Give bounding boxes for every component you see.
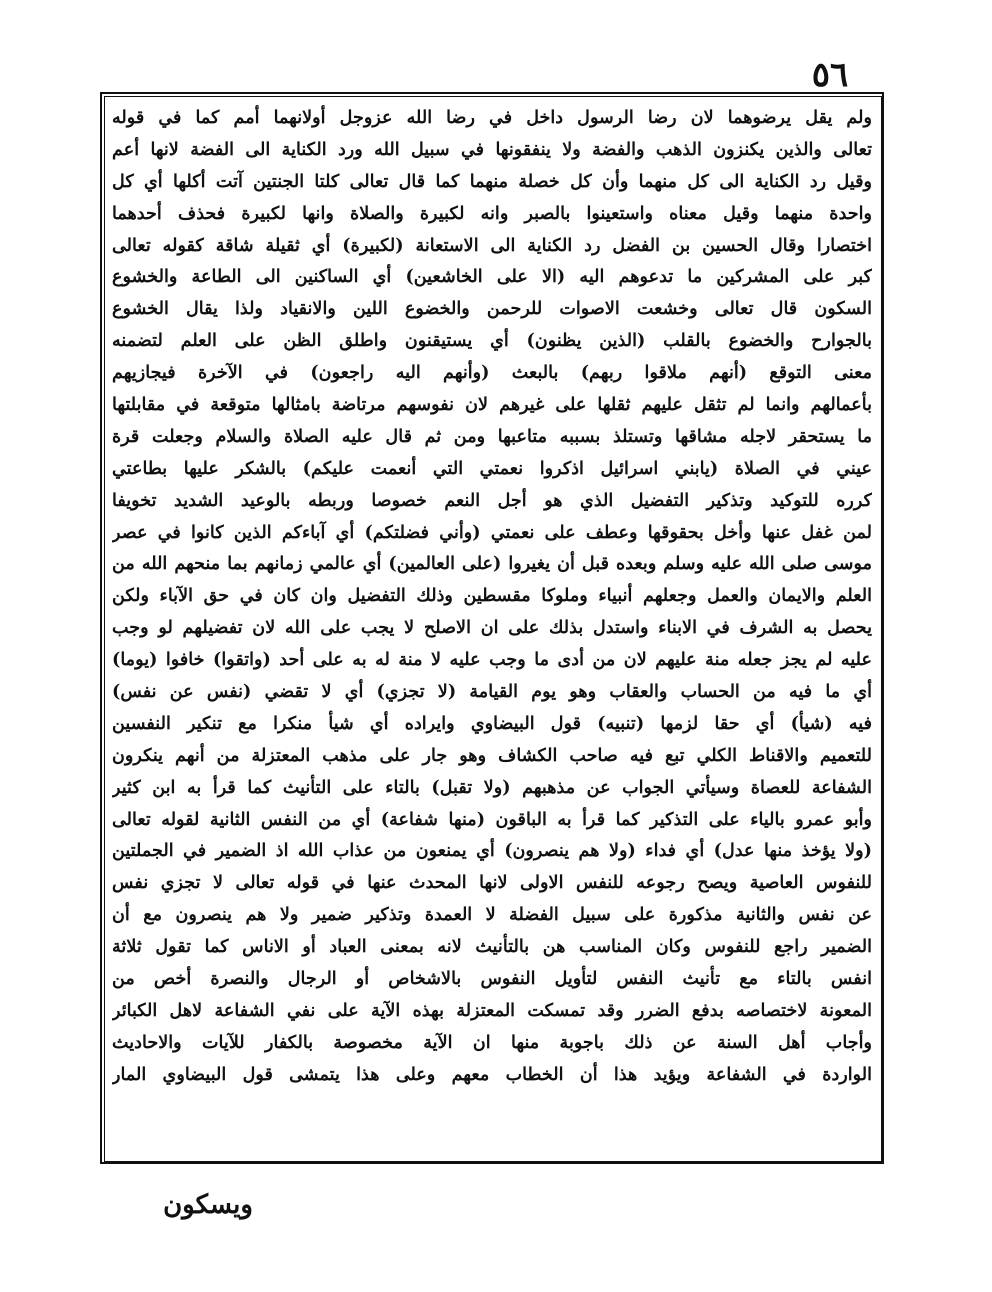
text-line: كرره للتوكيد وتذكير التفضيل الذي هو أجل النعم خصوصا وربطه بالوعيد الشديد تخويفا bbox=[112, 489, 872, 511]
text-line: معنى التوقع (أنهم ملاقوا ربهم) بالبعث (وأنهم اليه راجعون) في الآخرة فيجازيهم bbox=[112, 362, 872, 384]
text-line: لمن غفل عنها وأخل بحقوقها وعطف على نعمتي (وأني فضلتكم) أي آباءكم الذين كانوا في عصر bbox=[112, 521, 872, 543]
text-line: تعالى والذين يكنزون الذهب والفضة ولا ينفقونها في سبيل الله ورد الكناية الى الفضة لانها أعم bbox=[112, 138, 872, 160]
text-line: عن نفس والثانية مذكورة على سبيل الفضلة لا العمدة وتذكير ضمير ولا هم ينصرون مع أن bbox=[112, 904, 872, 926]
text-line: عيني في الصلاة (يابني اسرائيل اذكروا نعمتي التي أنعمت عليكم) بالشكر عليها بطاعتي bbox=[112, 457, 872, 479]
text-line: بأعمالهم وانما لم تثقل عليهم ثقلها على غيرهم لان نفوسهم مرتاضة بامثالها متوقعة في مقابلتها bbox=[112, 394, 872, 416]
text-line: للنفوس العاصية ويصح رجوعه للنفس الاولى لانها المحدث عنها في قوله تعالى لا تجزي نفس bbox=[112, 872, 872, 894]
text-line: للتعميم والاقناط الكلي تبع فيه صاحب الكشاف وهو جار على مذهب المعتزلة من أنهم ينكرون bbox=[112, 744, 872, 766]
text-line: المعونة لاختصاصه بدفع الضرر وقد تمسكت المعتزلة بهذه الآية على نفي الشفاعة لاهل الكبائر bbox=[112, 999, 872, 1021]
text-line: الشفاعة للعصاة وسيأتي الجواب عن مذهبهم (ولا تقبل) بالتاء على التأنيث كما قرأ به ابن كثير bbox=[112, 776, 872, 798]
text-body bbox=[112, 102, 872, 1154]
text-line: العلم والايمان والعمل وجعلهم أنبياء وملوكا مقسطين وذلك التفضيل وان كان في حق الآباء ولكن bbox=[112, 585, 872, 607]
text-line: الضمير راجع للنفوس وكان المناسب هن بالتأنيث لانه بمعنى العباد أو الاناس كما تقول ثلاثة bbox=[112, 936, 872, 958]
text-line: فيه (شيأ) أي حقا لزمها (تنبيه) قول البيضاوي وايراده أي شيأ منكرا مع تنكير النفسين bbox=[112, 712, 872, 734]
text-line: وأجاب أهل السنة عن ذلك باجوبة منها ان الآية مخصوصة بالكفار للآيات والاحاديث bbox=[112, 1031, 872, 1053]
text-line: ما يستحقر لاجله مشاقها وتستلذ بسببه متاعبها ومن ثم قال عليه الصلاة والسلام وجعلت قرة bbox=[112, 425, 872, 447]
text-line: الواردة في الشفاعة ويؤيد هذا أن الخطاب معهم وعلى هذا يتمشى قول البيضاوي المار bbox=[112, 1063, 872, 1085]
text-line: السكون قال تعالى وخشعت الاصوات للرحمن والخضوع اللين والانقياد ولذا يقال الخشوع bbox=[112, 298, 872, 320]
text-line: (ولا يؤخذ منها عدل) أي فداء (ولا هم ينصرون) أي يمنعون من عذاب الله اذ الضمير في الجملتين bbox=[112, 840, 872, 862]
text-line: اختصارا وقال الحسين بن الفضل رد الكناية الى الاستعانة (لكبيرة) أي ثقيلة شاقة كقوله تعالى bbox=[112, 234, 872, 256]
text-line: أي ما فيه من الحساب والعقاب وهو يوم القيامة (لا تجزي) أي لا تقضي (نفس عن نفس) bbox=[112, 681, 872, 703]
text-line: بالجوارح والخضوع بالقلب (الذين يظنون) أي يستيقنون واطلق الظن على العلم لتضمنه bbox=[112, 330, 872, 352]
text-line: كبر على المشركين ما تدعوهم اليه (الا على الخاشعين) أي الساكنين الى الطاعة والخشوع bbox=[112, 266, 872, 288]
text-line: وقيل رد الكناية الى كل منهما وأن كل خصلة منهما كما قال تعالى كلتا الجنتين آتت أكلها أي كل bbox=[112, 170, 872, 192]
catchword: ويسكون bbox=[163, 1190, 253, 1220]
text-line: يحصل به الشرف في الابناء واستدل بذلك على ان الاصلح لا يجب على الله لان تفضيلهم لو وجب bbox=[112, 617, 872, 639]
text-line: موسى صلى الله عليه وسلم وبعده قبل أن يغيروا (على العالمين) أي عالمي زمانهم بما منحهم الله من bbox=[112, 553, 872, 575]
text-line: عليه لم يجز جعله منة عليهم لان من أدى ما وجب عليه لا منة له به على أحد (واتقوا) خافوا (يوما) bbox=[112, 649, 872, 671]
page-number: ٥٦ bbox=[811, 55, 849, 95]
text-line: وأبو عمرو بالياء على التذكير كما قرأ به الباقون (منها شفاعة) أي من النفس الثانية لقوله تعالى bbox=[112, 808, 872, 830]
text-line: انفس بالتاء مع تأنيث النفس لتأويل النفوس بالاشخاص أو الرجال والنصرة أخص من bbox=[112, 968, 872, 990]
text-line: واحدة منهما وقيل معناه واستعينوا بالصبر وانه لكبيرة والصلاة وانها لكبيرة فحذف أحدهما bbox=[112, 202, 872, 224]
text-line: ولم يقل يرضوهما لان رضا الرسول داخل في رضا الله عزوجل أولانهما أمم كما في قوله bbox=[112, 107, 872, 128]
